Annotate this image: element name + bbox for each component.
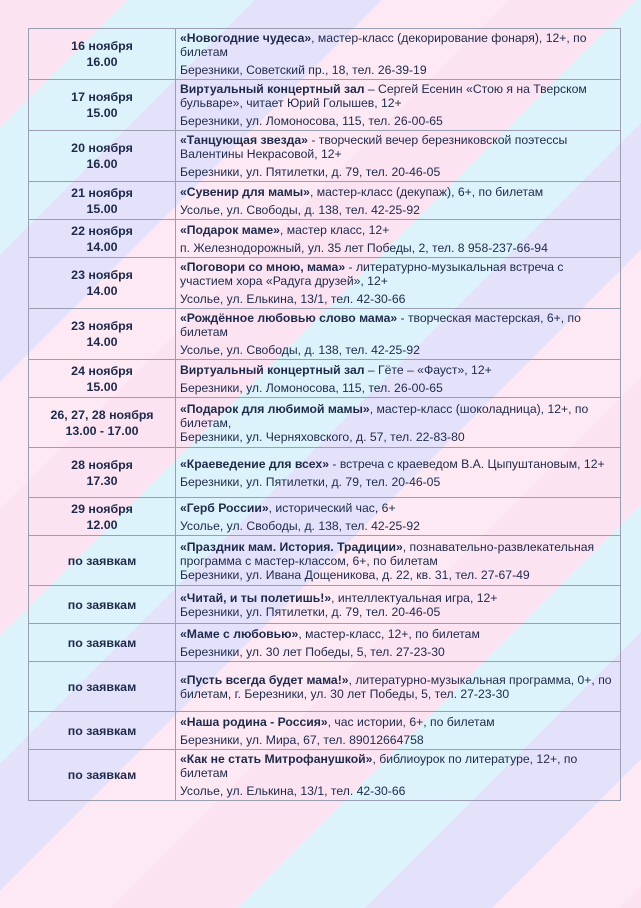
event-date-cell [29, 624, 176, 662]
event-date: по заявкам [67, 553, 137, 568]
event-title: Виртуальный концертный зал [180, 82, 365, 96]
event-details: - литературно-музыкальная встреча с участием хора «Радуга друзей», 12+ [180, 260, 564, 288]
event-title: «Праздник мам. История. Традиции» [180, 539, 403, 554]
event-address: Березники, ул. Ломоносова, 115, тел. 26-00-65 [180, 380, 443, 395]
event-description-cell [176, 662, 621, 712]
event-date-cell [29, 398, 176, 448]
event-details: , мастер класс, 12+ [279, 222, 390, 237]
event-description-cell [176, 29, 621, 80]
event-details: , библиоурок по литературе, 12+, по билетам [180, 752, 578, 780]
event-title: «Поговори со мною, мама» [180, 260, 346, 274]
event-date: 21 ноября [71, 185, 133, 200]
event-details: , мастер-класс, 12+, по билетам [298, 626, 480, 641]
event-date: по заявкам [67, 635, 137, 650]
event-title: «Новогодние чудеса» [180, 31, 312, 45]
event-details: , мастер-класс (шоколадница), 12+, по билетам, [180, 401, 589, 430]
event-title: «Как не стать Митрофанушкой» [180, 752, 373, 766]
event-details: - творческая мастерская, 6+, по билетам [180, 311, 581, 339]
event-date: 29 ноября [71, 501, 133, 516]
table-row [29, 182, 621, 220]
event-time: 15.00 [86, 379, 118, 394]
event-date: 16 ноября [71, 39, 133, 53]
event-title: «Наша родина - Россия» [180, 714, 328, 729]
event-date-cell [29, 536, 176, 586]
event-date-cell [29, 80, 176, 131]
table-row [29, 131, 621, 182]
event-time: 14.00 [86, 239, 118, 254]
table-row [29, 360, 621, 398]
event-time: 14.00 [86, 335, 118, 349]
event-address: Усолье, ул. Свободы, д. 138, тел. 42-25-92 [180, 202, 420, 217]
event-address: Березники, ул. Ивана Дощеникова, д. 22, кв. 31, тел. 27-67-49 [180, 567, 530, 582]
event-title: «Пусть всегда будет мама!» [180, 672, 349, 687]
event-description-cell [176, 258, 621, 309]
event-title: «Сувенир для мамы» [180, 184, 310, 199]
table-row [29, 309, 621, 360]
event-time: 17.30 [86, 473, 118, 488]
event-time: 14.00 [86, 284, 118, 298]
event-date-cell [29, 360, 176, 398]
event-address: Усолье, ул. Елькина, 13/1, тел. 42-30-66 [180, 292, 406, 306]
event-date: 24 ноября [71, 363, 133, 378]
event-date: по заявкам [67, 597, 137, 612]
event-title: «Подарок для любимой мамы» [180, 401, 370, 416]
event-description-cell [176, 80, 621, 131]
table-row [29, 586, 621, 624]
event-details: - творческий вечер березниковской поэтессы Валентины Некрасовой, 12+ [180, 133, 568, 161]
event-title: «Рождённое любовью слово мама» [180, 311, 398, 325]
event-date: по заявкам [67, 679, 137, 694]
event-time: 16.00 [86, 157, 118, 171]
table-row [29, 220, 621, 258]
event-description-cell [176, 712, 621, 750]
schedule-page [14, 10, 629, 894]
event-description-cell [176, 398, 621, 448]
table-row [29, 80, 621, 131]
event-title: «Герб России» [180, 500, 269, 515]
event-details: , мастер-класс (декупаж), 6+, по билетам [309, 184, 544, 199]
event-description-cell [176, 448, 621, 498]
event-date: 23 ноября [71, 268, 133, 282]
event-date-cell [29, 448, 176, 498]
event-time: 15.00 [86, 106, 118, 120]
event-address: Усолье, ул. Свободы, д. 138, тел. 42-25-92 [180, 518, 420, 533]
event-address: Березники, ул. Ломоносова, 115, тел. 26-00-65 [180, 114, 443, 128]
event-description-cell [176, 586, 621, 624]
event-time: 12.00 [86, 517, 118, 532]
event-title: «Танцующая звезда» [180, 133, 308, 147]
table-row [29, 258, 621, 309]
event-date-cell [29, 309, 176, 360]
event-date-cell [29, 29, 176, 80]
event-date: 28 ноября [71, 457, 133, 472]
event-description-cell [176, 498, 621, 536]
table-row [29, 662, 621, 712]
event-address: Березники, ул. 30 лет Победы, 5, тел. 27-23-30 [180, 644, 445, 659]
event-description-cell [176, 309, 621, 360]
event-address: Березники, Советский пр., 18, тел. 26-39-19 [180, 63, 427, 77]
table-row [29, 398, 621, 448]
event-date-cell [29, 662, 176, 712]
event-title: «Краеведение для всех» [180, 456, 329, 471]
event-details: - встреча с краеведом В.А. Цыпуштановым, 12+ [328, 456, 605, 471]
event-date-cell [29, 258, 176, 309]
table-row [29, 536, 621, 586]
table-row [29, 448, 621, 498]
event-description-cell [176, 182, 621, 220]
event-address: Березники, ул. Пятилетки, д. 79, тел. 20-46-05 [180, 604, 441, 619]
event-date: 20 ноября [71, 141, 133, 155]
table-row [29, 712, 621, 750]
table-row [29, 29, 621, 80]
event-title: «Подарок маме» [180, 222, 280, 237]
event-date: 23 ноября [71, 319, 133, 333]
event-date-cell [29, 712, 176, 750]
events-table-body [29, 29, 621, 801]
event-details: , литературно-музыкальная программа, 0+, по билетам, г. Березники, ул. 30 лет Победы, 5, тел. 27-23-30 [180, 672, 612, 701]
event-date: по заявкам [67, 768, 137, 782]
event-date: по заявкам [67, 723, 137, 738]
table-row [29, 750, 621, 801]
event-description-cell [176, 131, 621, 182]
event-address: Березники, ул. Пятилетки, д. 79, тел. 20-46-05 [180, 474, 441, 489]
event-date-cell [29, 220, 176, 258]
event-address: Березники, ул. Пятилетки, д. 79, тел. 20-46-05 [180, 165, 441, 179]
event-date-cell [29, 131, 176, 182]
event-description-cell [176, 624, 621, 662]
event-details: , мастер-класс (декорирование фонаря), 12+, по билетам [180, 31, 587, 59]
event-details: , интеллектуальная игра, 12+ [331, 590, 498, 605]
event-description-cell [176, 750, 621, 801]
event-details: , час истории, 6+, по билетам [327, 714, 495, 729]
event-address: Усолье, ул. Елькина, 13/1, тел. 42-30-66 [180, 784, 406, 798]
event-description-cell [176, 360, 621, 398]
event-details: , познавательно-развлекательная программа с мастер-классом, 6+, по билетам [180, 539, 595, 568]
event-date-cell [29, 182, 176, 220]
event-address: п. Железнодорожный, ул. 35 лет Победы, 2, тел. 8 958-237-66-94 [180, 240, 548, 255]
event-date-cell [29, 750, 176, 801]
event-date: 17 ноября [71, 90, 133, 104]
event-date-cell [29, 498, 176, 536]
event-time: 15.00 [86, 201, 118, 216]
event-details: – Сергей Есенин «Стою я на Тверском бульваре», читает Юрий Голышев, 12+ [180, 82, 587, 110]
event-time: 16.00 [86, 55, 118, 69]
event-description-cell [176, 536, 621, 586]
event-title: Виртуальный концертный зал [180, 362, 365, 377]
event-date: 26, 27, 28 ноября [50, 407, 154, 422]
event-date-cell [29, 586, 176, 624]
event-title: «Читай, и ты полетишь!» [180, 590, 332, 605]
event-date: 22 ноября [71, 223, 133, 238]
event-address: Березники, ул. Черняховского, д. 57, тел. 22-83-80 [180, 429, 465, 444]
event-description-cell [176, 220, 621, 258]
events-table [28, 28, 621, 801]
event-details: , исторический час, 6+ [268, 500, 396, 515]
event-address: Березники, ул. Мира, 67, тел. 89012664758 [180, 732, 424, 747]
event-address: Усолье, ул. Свободы, д. 138, тел. 42-25-92 [180, 343, 420, 357]
event-details: – Гёте – «Фауст», 12+ [364, 362, 492, 377]
table-row [29, 498, 621, 536]
event-time: 13.00 - 17.00 [65, 423, 139, 438]
table-row [29, 624, 621, 662]
event-title: «Маме с любовью» [180, 626, 299, 641]
